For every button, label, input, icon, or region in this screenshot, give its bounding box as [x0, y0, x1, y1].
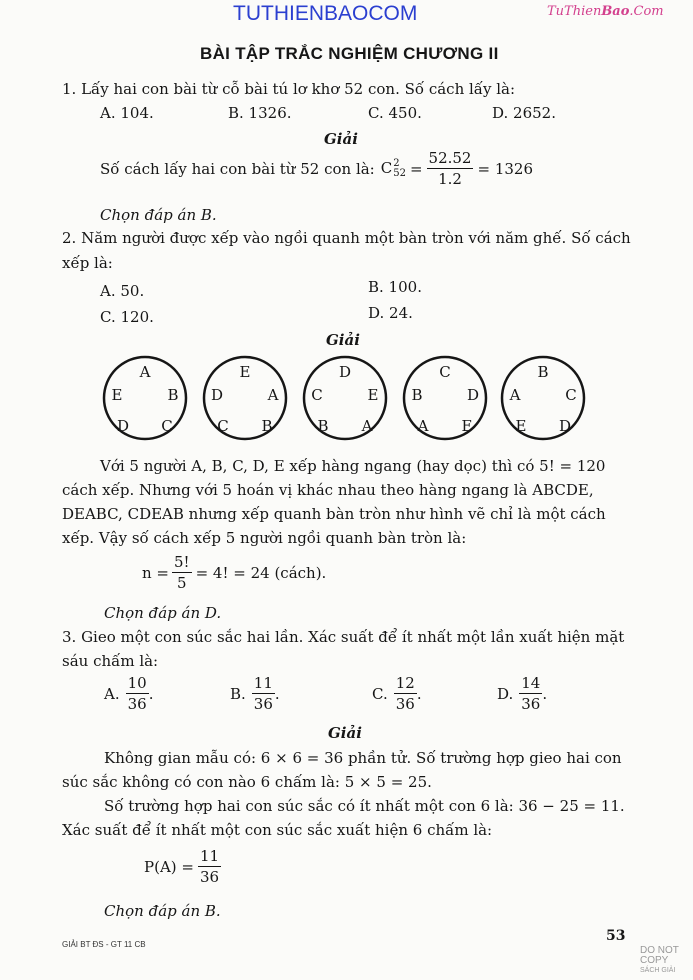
q3-option-d-dot: .	[542, 684, 548, 703]
seat-label: D	[466, 386, 480, 404]
q3-para-line1: Không gian mẫu có: 6 × 6 = 36 phần tử. Số trường hợp gieo hai con	[104, 749, 622, 767]
q3-para-line4: Xác suất để ít nhất một con súc sắc xuất hiện 6 chấm là:	[62, 821, 493, 839]
seat-label: C	[565, 386, 577, 404]
q2-para-line3: DEABC, CDEAB nhưng xếp quanh bàn tròn như hình vẽ chỉ là một cách	[62, 505, 606, 523]
q3-option-c	[372, 673, 422, 714]
seat-label: E	[367, 386, 379, 404]
q2-frac-num: 5!	[174, 553, 190, 571]
site-logo	[547, 4, 664, 19]
q1-option-b: B. 1326.	[228, 104, 292, 122]
q1-solution-formula	[100, 148, 533, 189]
q1-frac-den: 1.2	[438, 170, 462, 188]
q1-result: = 1326	[477, 159, 533, 178]
q3-formula-lhs: P(A) =	[144, 857, 194, 876]
q3-option-d-label: D.	[497, 684, 514, 703]
q1-c-sub: 52	[393, 167, 406, 179]
copy-stamp	[640, 946, 693, 976]
q3-frac-num: 11	[199, 847, 220, 865]
q2-option-b: B. 100.	[368, 278, 422, 296]
q3-option-b-dot: .	[274, 684, 280, 703]
q2-option-d: D. 24.	[368, 304, 413, 322]
q3-option-c-den: 36	[395, 695, 415, 713]
seat-label: D	[210, 386, 224, 404]
q3-text-line1: 3. Gieo một con súc sắc hai lần. Xác suất để ít nhất một lần xuất hiện mặt	[62, 628, 625, 646]
q2-text-line1: 2. Năm người được xếp vào ngồi quanh một bàn tròn với năm ghế. Số cách	[62, 229, 631, 247]
q3-option-a-label: A.	[104, 684, 120, 703]
seat-label: E	[515, 417, 527, 435]
copy-stamp-text2: SÁCH GIẢI	[640, 967, 676, 974]
q2-formula-lhs: n =	[142, 563, 169, 582]
q3-frac-den: 36	[199, 868, 220, 886]
q2-frac-den: 5	[177, 574, 187, 592]
seat-label: D	[116, 417, 130, 435]
seat-label: C	[439, 363, 451, 381]
q2-para-line4: xếp. Vậy số cách xếp 5 người ngồi quanh bàn tròn là:	[62, 529, 467, 547]
q3-option-c-label: C.	[372, 684, 388, 703]
q1-solution-text: Số cách lấy hai con bài từ 52 con là:	[100, 159, 375, 178]
seat-label: E	[461, 417, 473, 435]
q1-c-indices	[393, 159, 406, 179]
seat-label: C	[161, 417, 173, 435]
q2-fraction	[172, 552, 192, 593]
q1-option-c: C. 450.	[368, 104, 422, 122]
site-name: TUTHIENBAOCOM	[233, 2, 418, 25]
copy-stamp-text: DO NOT COPY	[640, 945, 679, 966]
q2-para-line1: Với 5 người A, B, C, D, E xếp hàng ngang (hay dọc) thì có 5! = 120	[100, 457, 606, 475]
seat-label: B	[261, 417, 273, 435]
q3-option-d-num: 14	[521, 674, 541, 692]
q3-option-b-frac	[252, 673, 275, 714]
q3-option-d-frac	[519, 673, 542, 714]
q2-answer: Chọn đáp án D.	[104, 604, 222, 622]
q1-combination-symbol	[381, 159, 406, 179]
q1-c: C	[380, 158, 393, 177]
seat-label: B	[317, 417, 329, 435]
q3-option-b-num: 11	[253, 674, 273, 692]
seat-label: D	[338, 363, 352, 381]
seat-label: C	[311, 386, 323, 404]
q3-option-a-num: 10	[127, 674, 147, 692]
q2-text-line2: xếp là:	[62, 254, 113, 272]
q3-option-d-den: 36	[521, 695, 541, 713]
q2-option-c: C. 120.	[100, 308, 154, 326]
q2-option-a: A. 50.	[100, 282, 145, 300]
q2-formula-rhs: = 4! = 24 (cách).	[195, 563, 327, 582]
book-footer: GIẢI BT ĐS - GT 11 CB	[62, 940, 146, 949]
seat-label: A	[139, 363, 151, 381]
q3-solution-heading: Giải	[328, 724, 362, 742]
seat-label: A	[267, 386, 279, 404]
q2-solution-heading: Giải	[326, 331, 360, 349]
seat-label: A	[417, 417, 429, 435]
q1-text: 1. Lấy hai con bài từ cỗ bài tú lơ khơ 52 con. Số cách lấy là:	[62, 80, 516, 98]
q3-option-b-label: B.	[230, 684, 246, 703]
seating-diagram	[0, 355, 693, 455]
q3-answer: Chọn đáp án B.	[104, 902, 221, 920]
q3-option-c-frac	[394, 673, 417, 714]
seat-label: A	[361, 417, 373, 435]
q3-option-a-dot: .	[148, 684, 154, 703]
q1-option-a: A. 104.	[100, 104, 154, 122]
q1-option-d: D. 2652.	[492, 104, 556, 122]
q2-formula	[142, 552, 326, 593]
seat-label: B	[537, 363, 549, 381]
seat-label: E	[239, 363, 251, 381]
q3-option-c-dot: .	[416, 684, 422, 703]
q3-formula	[144, 846, 221, 887]
q1-answer: Chọn đáp án B.	[100, 206, 217, 224]
q1-frac-num: 52.52	[428, 149, 472, 167]
q3-option-a-den: 36	[127, 695, 147, 713]
q3-option-c-num: 12	[395, 674, 415, 692]
q1-c-sup: 2	[393, 157, 400, 169]
seat-label: C	[217, 417, 229, 435]
page-title: BÀI TẬP TRẮC NGHIỆM CHƯƠNG II	[200, 44, 499, 63]
q3-para-line2: súc sắc không có con nào 6 chấm là: 5 × 5 = 25.	[62, 773, 432, 791]
q3-option-a	[104, 673, 153, 714]
logo-part-b: Bao	[601, 4, 630, 19]
q1-fraction	[427, 148, 474, 189]
q3-para-line3: Số trường hợp hai con súc sắc có ít nhất một con 6 là: 36 − 25 = 11.	[104, 797, 625, 815]
seat-label: E	[111, 386, 123, 404]
seat-label: A	[509, 386, 521, 404]
q3-option-b	[230, 673, 280, 714]
seat-label: B	[411, 386, 423, 404]
seat-label: D	[558, 417, 572, 435]
logo-part-a: TuThien	[547, 4, 602, 19]
page-number: 53	[606, 928, 626, 944]
logo-part-c: .Com	[629, 4, 664, 19]
q1-eq: =	[409, 159, 423, 178]
q1-solution-heading: Giải	[324, 130, 358, 148]
q3-option-b-den: 36	[253, 695, 273, 713]
q2-para-line2: cách xếp. Nhưng với 5 hoán vị khác nhau theo hàng ngang là ABCDE,	[62, 481, 594, 499]
q3-option-a-frac	[126, 673, 149, 714]
seat-label: B	[167, 386, 179, 404]
q3-text-line2: sáu chấm là:	[62, 652, 159, 670]
q3-option-d	[497, 673, 547, 714]
q3-fraction	[198, 846, 221, 887]
